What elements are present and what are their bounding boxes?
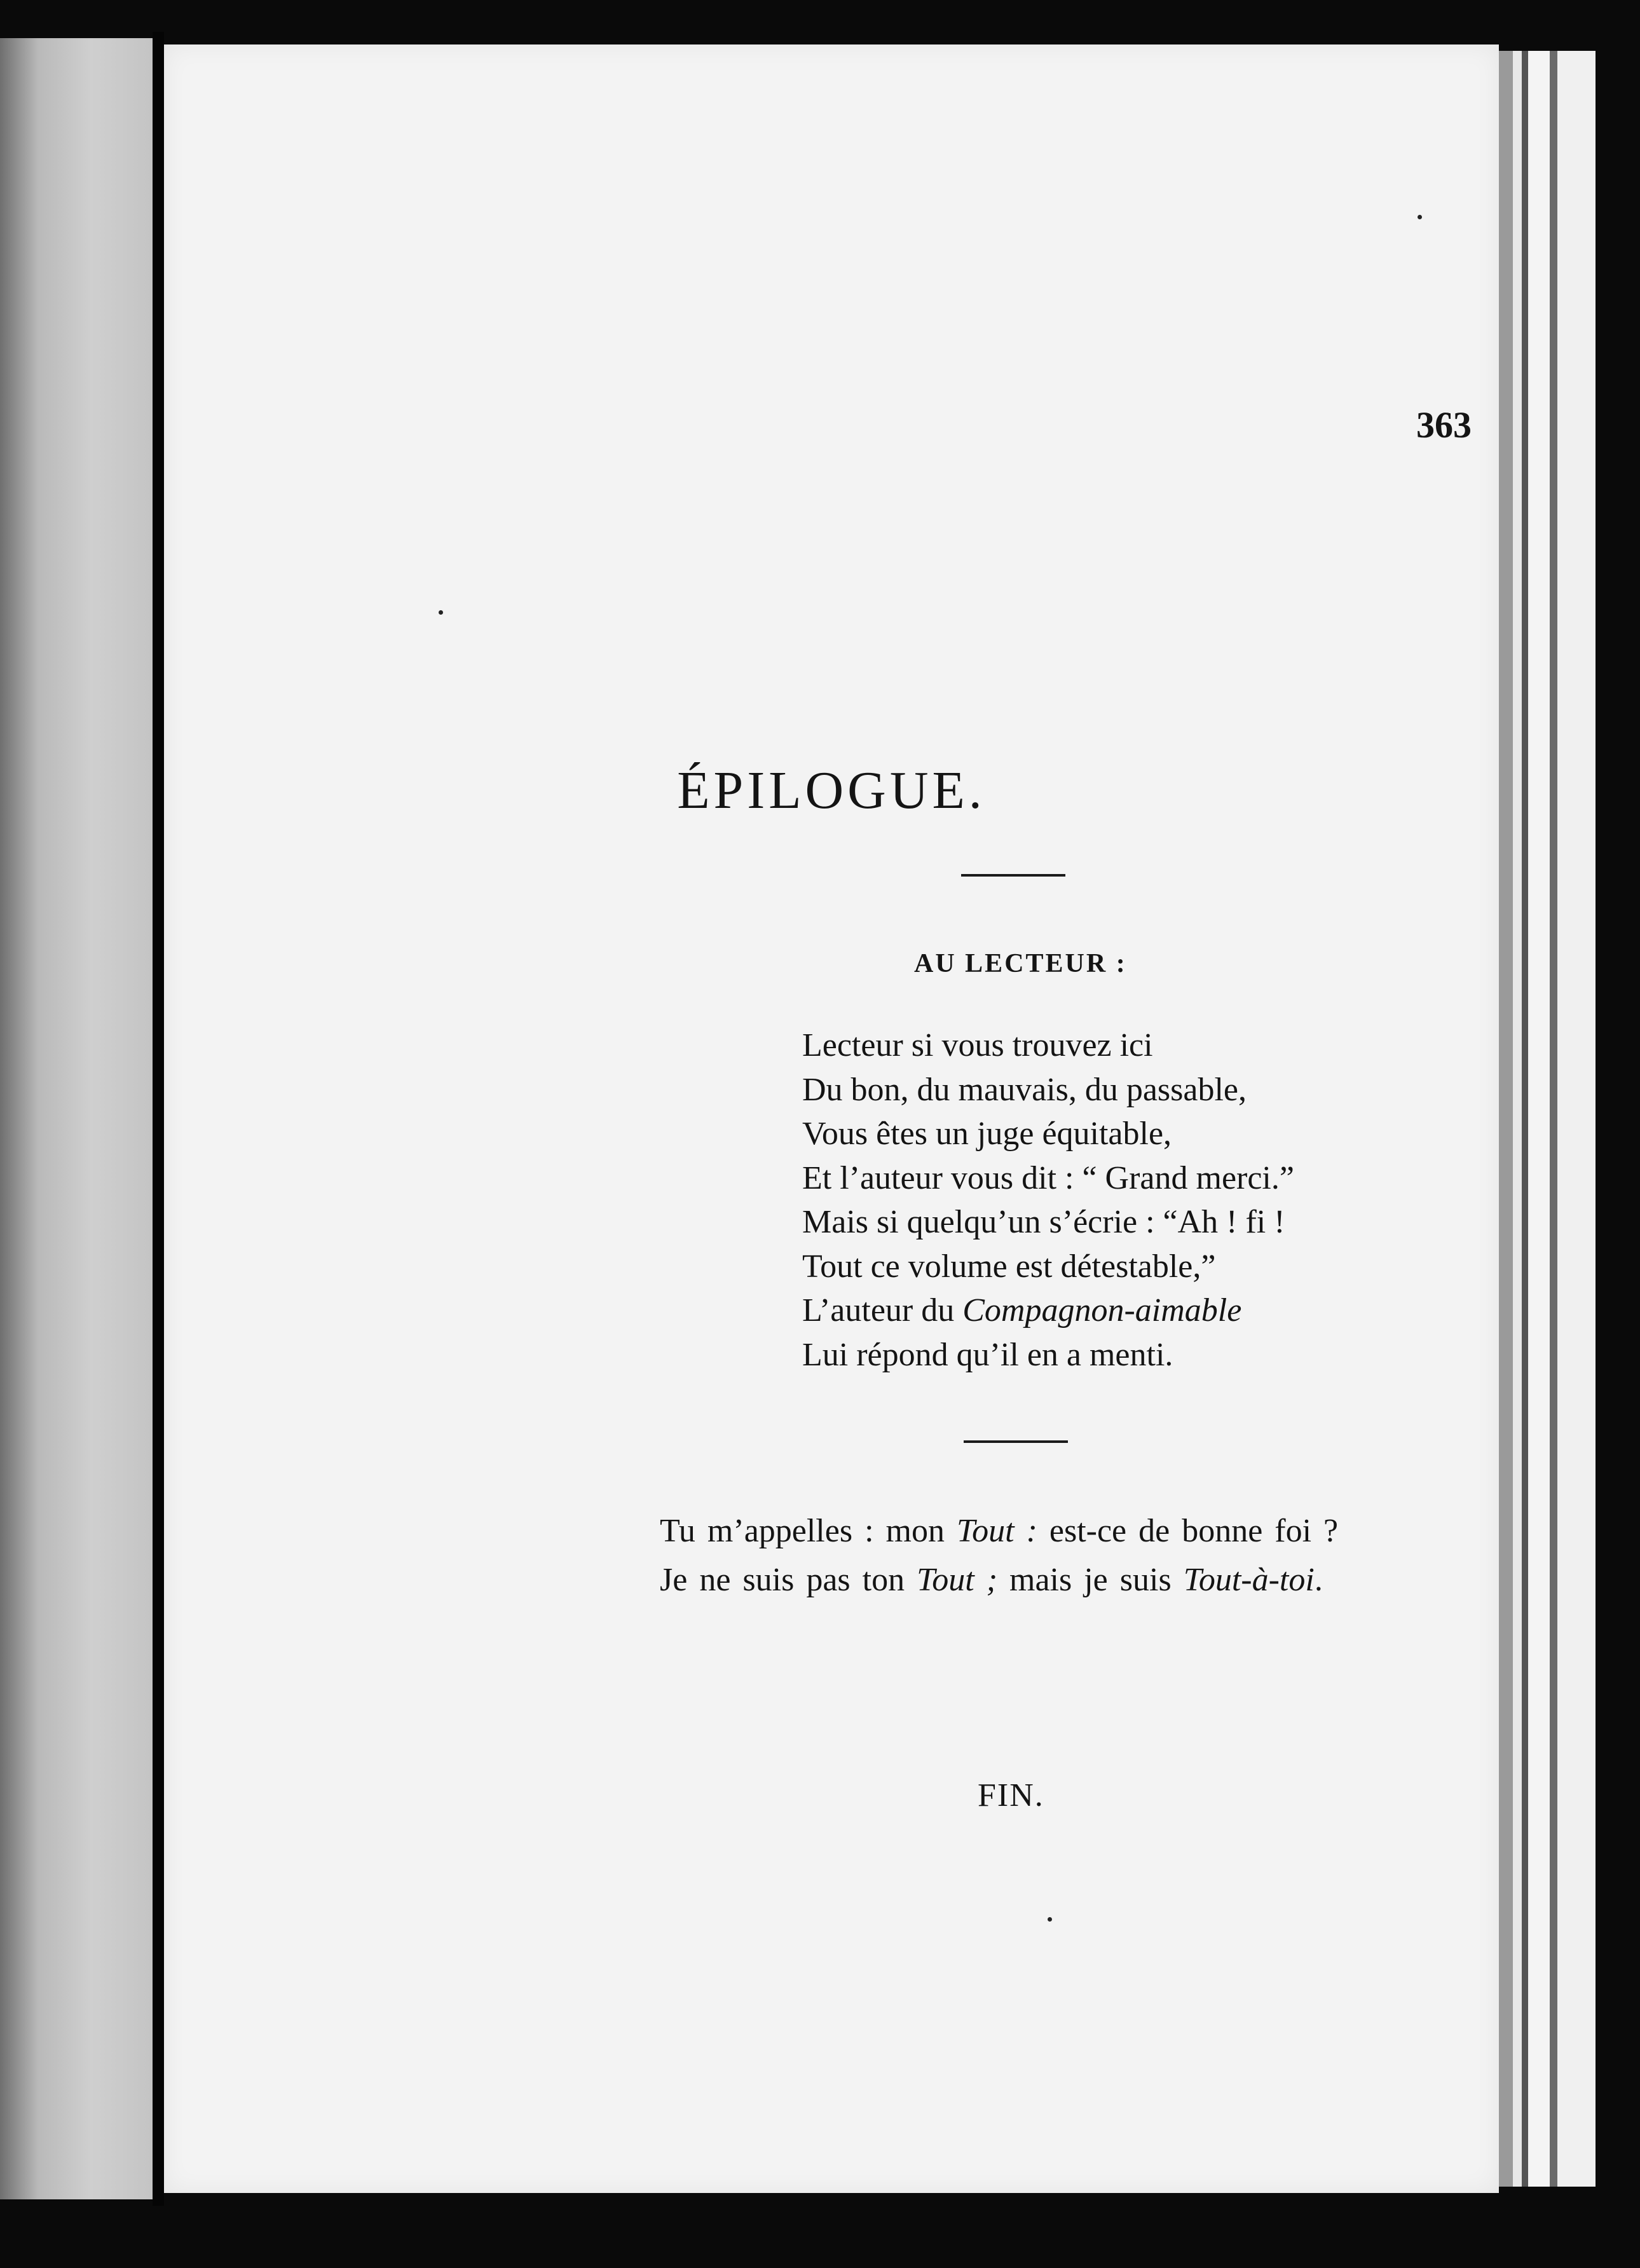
page-edge <box>1528 51 1550 2187</box>
page-edge <box>1513 51 1522 2187</box>
poem-line <box>802 1288 1294 1333</box>
page-edge <box>1522 51 1528 2187</box>
book-gutter <box>153 32 164 2206</box>
poem-line: Tout ce volume est détestable,” <box>802 1248 1216 1285</box>
couplet-text: Tu m’appelles : mon <box>660 1513 957 1549</box>
adjacent-page-sliver <box>0 38 153 2199</box>
poem-line: Lecteur si vous trouvez ici <box>802 1027 1153 1063</box>
page-edge <box>1499 51 1513 2187</box>
poem-line: Mais si quelqu’un s’écrie : “Ah ! fi ! <box>802 1204 1285 1240</box>
couplet-text: . <box>1314 1562 1323 1598</box>
couplet-italic: Tout ; <box>917 1562 998 1598</box>
closing-couplet <box>660 1506 1338 1604</box>
dedication-heading: AU LECTEUR : <box>914 949 1127 978</box>
book-page <box>164 44 1499 2193</box>
couplet-text: Je ne suis pas ton <box>660 1562 917 1598</box>
poem-line-text: L’auteur du <box>802 1292 963 1329</box>
couplet-text: est-ce de bonne foi ? <box>1037 1513 1339 1549</box>
poem-line: Vous êtes un juge équitable, <box>802 1116 1172 1152</box>
page-edge <box>1557 51 1596 2187</box>
couplet-text: mais je suis <box>997 1562 1184 1598</box>
couplet-line <box>660 1555 1338 1604</box>
dust-speck <box>1418 215 1422 219</box>
page-number: 363 <box>1416 404 1472 446</box>
poem-line: Du bon, du mauvais, du passable, <box>802 1071 1247 1108</box>
poem-line: Lui répond qu’il en a menti. <box>802 1336 1173 1373</box>
book-title-italic: Compagnon-aimable <box>962 1292 1242 1329</box>
poem <box>802 1023 1294 1377</box>
dust-speck <box>1048 1917 1052 1922</box>
couplet-italic: Tout : <box>956 1513 1037 1549</box>
end-marker: FIN. <box>978 1777 1044 1814</box>
page-edge <box>1550 51 1557 2187</box>
couplet-italic: Tout-à-toi <box>1183 1562 1315 1598</box>
page-title: ÉPILOGUE. <box>677 761 986 820</box>
dust-speck <box>439 610 443 615</box>
couplet-line <box>660 1506 1338 1555</box>
title-rule <box>961 874 1065 877</box>
poem-line: Et l’auteur vous dit : “ Grand merci.” <box>802 1159 1294 1196</box>
section-rule <box>964 1440 1068 1443</box>
